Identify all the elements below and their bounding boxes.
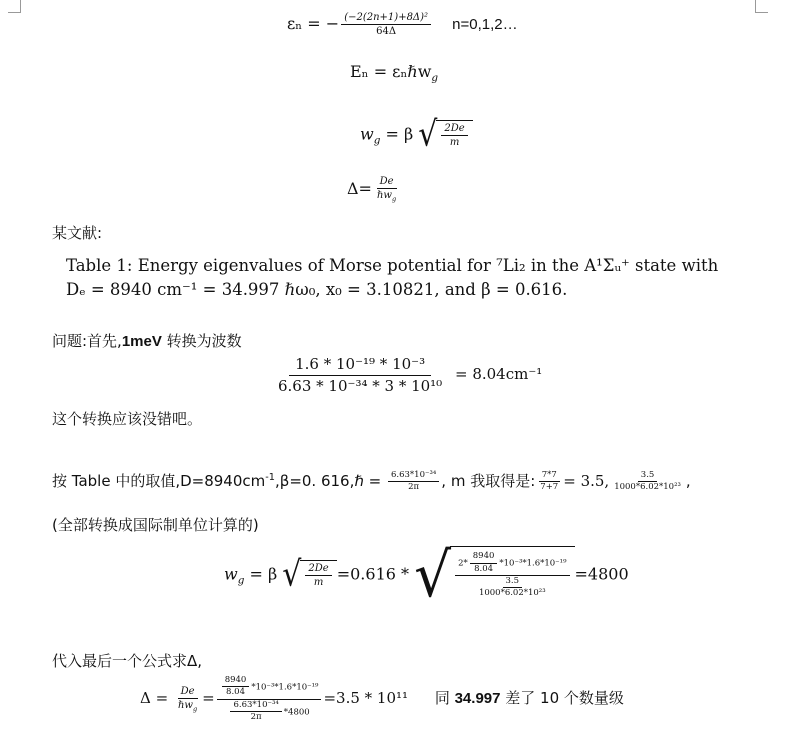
page-corner-mark-left	[8, 0, 21, 13]
table-caption-line2: Dₑ = 8940 cm⁻¹ = 34.997 ℏω₀, x₀ = 3.10821, and β = 0.616.	[66, 280, 568, 299]
question-line: 问题:首先,1meV 转换为波数	[52, 332, 242, 350]
conversion-denominator: 6.63 * 10⁻³⁴ * 3 * 10¹⁰	[278, 376, 443, 395]
eq-epsilon-condition: n=0,1,2…	[452, 16, 518, 33]
final-result: =3.5 * 10¹¹	[323, 689, 409, 708]
wg-result: =4800	[574, 564, 629, 584]
reference-label: 某文献:	[52, 224, 103, 242]
wg-calculation: $w_g = \beta$ √ $\frac{2De}{m}$ =0.616 * √ 2* $\frac{8940}{8.04}$ *10⁻³*1.6*10⁻¹⁹ $\frac{3.5}{\text{1000*6.02*10²³}}$ =4800	[224, 539, 629, 611]
conversion-numerator: 1.6 * 10⁻¹⁹ * 10⁻³	[289, 356, 431, 376]
eq-epsilon-denominator: 64Δ	[376, 26, 397, 37]
table-caption-line1: Table 1: Energy eigenvalues of Morse potential for ⁷Li₂ in the A¹Σᵤ⁺ state with	[66, 256, 719, 275]
eq-epsilon-lhs: εₙ = −	[287, 14, 340, 33]
table-values-line: 按 Table 中的取值$,D=8940cm^{-1},\beta=0$. 616,ℏ = $\frac{\text{6.63*10⁻³⁴}}{2\pi}$ , m 我取得是: $\frac{7*7}{7+7}$ = 3.5, $\frac{3.5}{\text{1000*6.02*10²³}}$ ,	[52, 469, 691, 492]
substitute-label: 代入最后一个公式求Δ,	[52, 652, 203, 670]
si-units-note: (全部转换成国际制单位计算的)	[52, 516, 259, 534]
table-caption	[66, 254, 718, 302]
conversion-equation	[270, 356, 542, 394]
final-comment: 同 34.997 差了 10 个数量级	[434, 689, 624, 708]
page-corner-mark-right	[755, 0, 768, 13]
eq-E-n: Eₙ = εₙℏw$_g$	[350, 62, 439, 85]
eq-epsilon-n	[287, 12, 518, 37]
conversion-result: = 8.04cm⁻¹	[454, 365, 543, 383]
eq-delta: Δ= $\frac{De}{\hbar w_g}$	[347, 176, 397, 203]
eq-epsilon-numerator: (−2(2n+1)+8Δ)²	[341, 12, 431, 25]
conversion-note: 这个转换应该没错吧。	[52, 410, 203, 428]
eq-wg: $w_g = \beta$ √ $\frac{2De}{m}$	[360, 120, 473, 150]
final-delta-equation: Δ = $\frac{De}{\hbar w_g}$ = $\frac{8940}{8.04}$ *10⁻³*1.6*10⁻¹⁹ $\frac{\text{6.63*10⁻³⁴}}{2\pi}$ *4800 =3.5 * 10¹¹ 同 34.997 差了 10 个数量级	[140, 675, 624, 723]
